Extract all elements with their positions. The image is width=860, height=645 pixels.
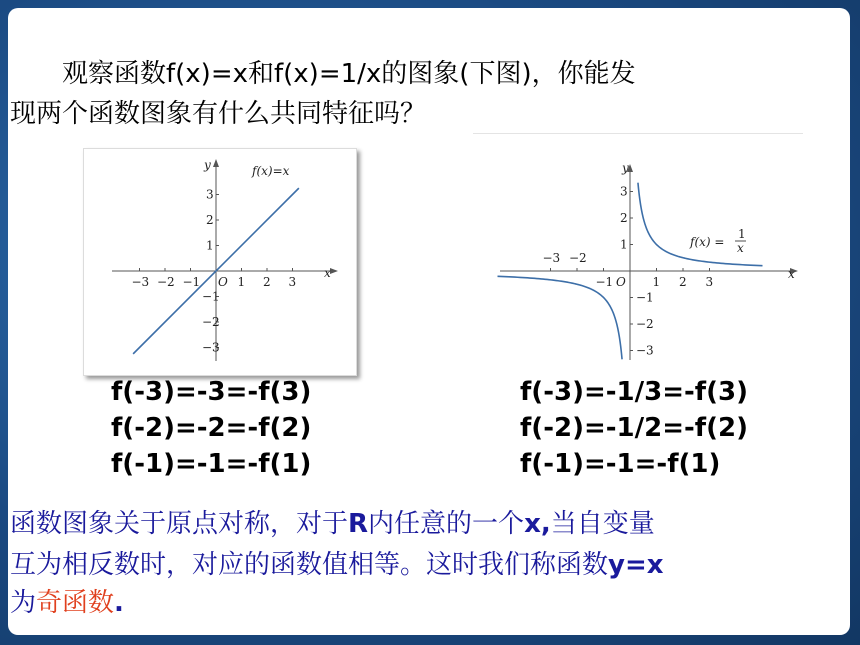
x-tick-label: −2 <box>569 251 587 265</box>
right-equation-3: f(-1)=-1=-f(1) <box>520 449 721 479</box>
graph-reciprocal <box>470 158 810 368</box>
y-tick-label: −1 <box>636 290 654 305</box>
conclusion-line-1 <box>10 507 655 541</box>
x-axis-arrow <box>330 268 338 274</box>
function-label-prefix: f(x) = <box>690 235 725 249</box>
y-tick-label: 1 <box>206 238 214 253</box>
right-equation-1: f(-3)=-1/3=-f(3) <box>520 377 748 407</box>
x-tick-label: −1 <box>595 275 614 289</box>
y-tick-label: 1 <box>620 237 628 252</box>
x-tick-label: −2 <box>157 275 175 289</box>
conclusion-line-2 <box>10 548 664 582</box>
left-equation-2: f(-2)=-2=-f(2) <box>111 413 312 443</box>
function-label-denominator: x <box>737 241 744 255</box>
x-tick-label: 1 <box>652 275 661 289</box>
x-tick-label: −3 <box>542 251 561 265</box>
x-tick-label: −3 <box>131 275 150 289</box>
x-axis-label: x <box>788 267 795 281</box>
y-tick-label: −3 <box>202 340 220 355</box>
graph-linear-svg <box>84 149 356 375</box>
curve-positive-branch <box>638 183 763 266</box>
conclusion-text: 内任意的一个 <box>368 509 525 539</box>
question-line-1: 观察函数f(x)=x和f(x)=1/x的图象(下图)，你能发 <box>62 59 636 89</box>
function-label-numerator: 1 <box>738 227 746 241</box>
divider <box>473 133 803 134</box>
conclusion-text: 为 <box>10 588 37 618</box>
question-line-2: 现两个函数图象有什么共同特征吗？ <box>10 99 427 129</box>
odd-function-term: 奇函数 <box>36 588 115 618</box>
left-equation-3: f(-1)=-1=-f(1) <box>111 449 312 479</box>
y-axis-arrow <box>213 159 219 167</box>
conclusion-text: 当自变量 <box>550 509 655 539</box>
y-tick-label: 3 <box>206 187 214 202</box>
conclusion-r: R <box>348 509 369 539</box>
conclusion-line-3 <box>10 586 124 620</box>
x-tick-label: 3 <box>705 275 714 289</box>
x-tick-label: −1 <box>182 275 201 289</box>
y-tick-label: −1 <box>202 289 220 304</box>
conclusion-period: . <box>114 588 124 618</box>
y-axis-label: y <box>204 158 211 172</box>
y-tick-label: −2 <box>202 315 220 329</box>
conclusion-function: y=x <box>608 550 664 580</box>
right-equation-2: f(-2)=-1/2=-f(2) <box>520 413 748 443</box>
x-tick-label: 2 <box>263 275 271 289</box>
graph-reciprocal-svg <box>470 158 810 368</box>
origin-label: O <box>218 275 228 289</box>
conclusion-text: 函数图象关于原点对称，对于 <box>10 509 349 539</box>
left-equation-1: f(-3)=-3=-f(3) <box>111 377 312 407</box>
y-tick-label: −2 <box>636 317 654 331</box>
origin-label: O <box>616 275 626 289</box>
y-axis-label: y <box>622 161 629 175</box>
function-label: f(x)=x <box>252 164 290 178</box>
conclusion-text: 互为相反数时，对应的函数值相等。这时我们称函数 <box>10 550 609 580</box>
conclusion-x: x, <box>524 509 551 539</box>
y-tick-label: 2 <box>620 211 628 225</box>
x-tick-label: 1 <box>237 275 246 289</box>
y-tick-label: 2 <box>206 213 214 227</box>
y-tick-label: 3 <box>620 184 628 199</box>
y-tick-label: −3 <box>636 343 654 358</box>
x-tick-label: 3 <box>288 275 297 289</box>
x-tick-label: 2 <box>679 275 687 289</box>
graph-linear <box>83 148 357 376</box>
x-axis-label: x <box>324 266 331 280</box>
slide-content <box>8 8 850 635</box>
